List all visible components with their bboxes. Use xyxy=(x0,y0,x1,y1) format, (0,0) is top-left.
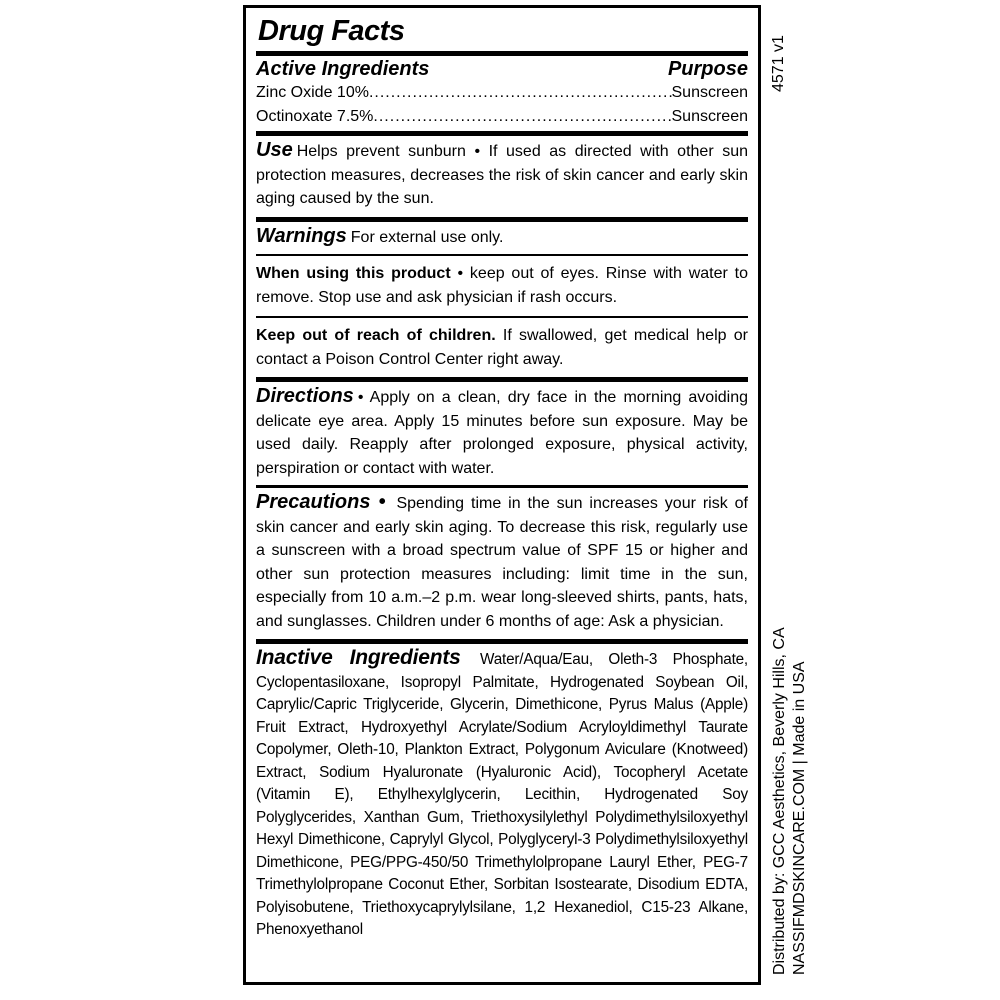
dot-leader xyxy=(373,104,671,130)
when-using-text: • keep out of eyes. Rinse with water to remove. Stop use and ask physician if rash occurs. xyxy=(256,265,749,306)
panel-title: Drug Facts xyxy=(258,15,405,47)
divider xyxy=(256,377,748,382)
ingredient-row xyxy=(256,104,748,130)
keep-out-text: If swallowed, get medical help or contact a Poison Control Center right away. xyxy=(256,327,748,368)
warnings-section xyxy=(256,225,748,250)
distributor-text: Distributed by: GCC Aesthetics, Beverly Hills, CA xyxy=(771,627,788,975)
directions-text: • Apply on a clean, dry face in the morning avoiding delicate eye area. Apply 15 minutes before sun exposure. May be used daily. Reapply after prolonged exposure, physical activity, perspiration or contact with water. xyxy=(256,389,748,477)
when-using-section xyxy=(256,262,748,309)
ingredient-name: Zinc Oxide 10% xyxy=(256,84,369,101)
ingredient-name: Octinoxate 7.5% xyxy=(256,108,374,125)
active-ingredients-header xyxy=(256,58,748,80)
divider xyxy=(256,131,748,136)
purpose-heading: Purpose xyxy=(667,58,748,80)
divider xyxy=(256,217,748,222)
precautions-section xyxy=(256,491,748,633)
when-using-heading: When using this product xyxy=(256,265,451,282)
divider xyxy=(256,316,748,318)
active-ingredients-heading: Active Ingredients xyxy=(256,58,430,80)
inactive-ingredients-heading: Inactive Ingredients xyxy=(256,646,461,669)
precautions-heading: Precautions • xyxy=(256,491,386,513)
divider xyxy=(256,485,748,488)
warnings-text: For external use only. xyxy=(350,228,504,246)
drug-facts-panel xyxy=(243,5,761,985)
use-text: Helps prevent sunburn • If used as directed with other sun protection measures, decreases the risk of skin cancer and early skin aging caused by the sun. xyxy=(256,143,748,207)
ingredient-purpose: Sunscreen xyxy=(671,84,748,101)
directions-heading: Directions xyxy=(256,385,354,407)
ingredient-row xyxy=(256,80,748,106)
directions-section xyxy=(256,385,748,480)
website-made-in-text: NASSIFMDSKINCARE.COM | Made in USA xyxy=(791,661,808,975)
keep-out-heading: Keep out of reach of children. xyxy=(256,327,496,344)
inactive-ingredients-section xyxy=(256,647,748,942)
warnings-heading: Warnings xyxy=(256,224,347,247)
dot-leader xyxy=(369,80,672,106)
use-section xyxy=(256,139,748,211)
precautions-text: Spending time in the sun increases your risk of skin cancer and early skin aging. To decrease this risk, regularly use a sunscreen with a broad spectrum value of SPF 15 or higher and other sun protection measures including: limit time in the sun, especially from 10 a.m.–2 p.m. wear long-sleeved shirts, pants, hats, and sunglasses. Children under 6 months of age: Ask a physician. xyxy=(256,495,748,630)
divider xyxy=(256,51,748,56)
divider xyxy=(256,639,748,644)
inactive-ingredients-text: Water/Aqua/Eau, Oleth-3 Phosphate, Cyclopentasiloxane, Isopropyl Palmitate, Hydrogenated Soybean Oil, Caprylic/Capric Triglyceride, Glycerin, Dimethicone, Pyrus Malus (Apple) Fruit Extract, Hydroxyethyl Acrylate/Sodium Acryloyldimethyl Taurate Copolymer, Oleth-10, Plankton Extract, Polygonum Aviculare (Knotweed) Extract, Sodium Hyaluronate (Hyaluronic Acid), Tocopheryl Acetate (Vitamin E), Ethylhexylglycerin, Lecithin, Hydrogenated Soy Polyglycerides, Xanthan Gum, Triethoxysilylethyl Polydimethylsiloxyethyl Hexyl Dimethicone, Caprylyl Glycol, Polyglyceryl-3 Polydimethylsiloxyethyl Dimethicone, PEG/PPG-450/50 Trimethylolpropane Lauryl Ether, PEG-7 Trimethylolpropane Coconut Ether, Sorbitan Isostearate, Disodium EDTA, Polyisobutene, Triethoxycaprylylsilane, 1,2 Hexanediol, C15-23 Alkane, Phenoxyethanol xyxy=(256,651,748,938)
use-heading: Use xyxy=(256,139,293,161)
keep-out-section xyxy=(256,324,748,371)
divider xyxy=(256,254,748,256)
version-code: 4571 v1 xyxy=(770,35,787,92)
ingredient-purpose: Sunscreen xyxy=(671,108,748,125)
